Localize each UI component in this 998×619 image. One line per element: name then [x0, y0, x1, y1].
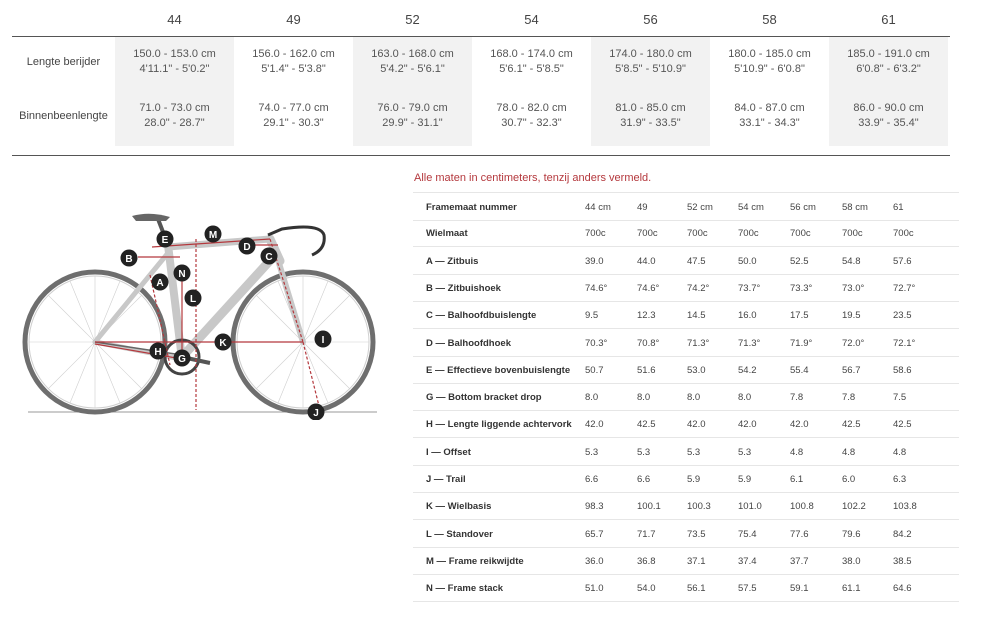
- geometry-cell: 700c: [893, 228, 914, 240]
- geometry-cell: 8.0: [637, 392, 651, 404]
- cell-imperial: 5'6.1" - 5'8.5": [499, 63, 564, 75]
- svg-text:I: I: [321, 335, 325, 346]
- geometry-cell: 51.6: [637, 364, 656, 376]
- geometry-cell: 77.6: [790, 528, 809, 540]
- inseam-44: [115, 91, 234, 146]
- cell-metric: 156.0 - 162.0 cm: [252, 48, 335, 60]
- size-header-row: [12, 0, 950, 37]
- svg-text:N: N: [178, 269, 186, 280]
- geometry-row: [413, 492, 959, 520]
- cell-imperial: 29.1" - 30.3": [263, 117, 324, 129]
- size-header-52: 52: [405, 12, 420, 27]
- geometry-row-label: B — Zitbuishoek: [426, 282, 501, 294]
- geometry-row: [413, 383, 959, 411]
- cell-metric: 180.0 - 185.0 cm: [728, 48, 811, 60]
- geometry-cell: 50.7: [585, 364, 604, 376]
- geometry-cell: 65.7: [585, 528, 604, 540]
- cell-metric: 150.0 - 153.0 cm: [133, 48, 216, 60]
- geometry-cell: 73.5: [687, 528, 706, 540]
- geometry-cell: 74.6°: [585, 282, 608, 294]
- cell-imperial: 29.9" - 31.1": [382, 117, 443, 129]
- cell-imperial: 5'1.4" - 5'3.8": [261, 63, 326, 75]
- geometry-row-label: A — Zitbuis: [426, 255, 479, 267]
- cell-metric: 74.0 - 77.0 cm: [258, 102, 329, 114]
- cell-metric: 185.0 - 191.0 cm: [847, 48, 930, 60]
- geometry-cell: 100.3: [687, 501, 711, 513]
- geometry-cell: 9.5: [585, 310, 599, 322]
- marker-c: [261, 248, 278, 265]
- cell-imperial: 33.9" - 35.4": [858, 117, 919, 129]
- row-label-rider-height: Lengte berijder: [26, 56, 101, 68]
- geometry-cell: 700c: [842, 228, 863, 240]
- geometry-cell: 52.5: [790, 255, 809, 267]
- geometry-cell: 19.5: [842, 310, 861, 322]
- geometry-row: [413, 465, 959, 493]
- geometry-row: [413, 301, 959, 329]
- geometry-cell: 72.0°: [842, 337, 865, 349]
- geometry-cell: 58 cm: [842, 202, 868, 213]
- rider-height-58: [710, 37, 829, 92]
- geometry-row: [413, 192, 959, 221]
- saddle: [132, 214, 170, 221]
- size-header-58: 58: [762, 12, 777, 27]
- inseam-61: [829, 91, 948, 146]
- geometry-cell: 61.1: [842, 583, 861, 595]
- inseam-row: [12, 91, 950, 146]
- inseam-56: [591, 91, 710, 146]
- geometry-cell: 56.7: [842, 364, 861, 376]
- geometry-row: [413, 438, 959, 466]
- geometry-cell: 5.3: [738, 446, 752, 458]
- svg-text:M: M: [208, 230, 218, 241]
- marker-a: [152, 274, 169, 291]
- geometry-row-label: J — Trail: [426, 474, 466, 485]
- geometry-cell: 61: [893, 202, 904, 213]
- geometry-cell: 8.0: [738, 392, 752, 404]
- geometry-cell: 58.6: [893, 364, 912, 376]
- geometry-cell: 79.6: [842, 528, 861, 540]
- geometry-cell: 7.8: [790, 392, 804, 404]
- bike-geometry-diagram: [20, 205, 385, 420]
- rider-height-44: [115, 37, 234, 92]
- cell-imperial: 30.7" - 32.3": [501, 117, 562, 129]
- marker-m: [205, 226, 222, 243]
- cell-metric: 168.0 - 174.0 cm: [490, 48, 573, 60]
- marker-l: [185, 290, 202, 307]
- geometry-cell: 55.4: [790, 364, 809, 376]
- geometry-row-label: H — Lengte liggende achtervork: [426, 419, 572, 431]
- cell-imperial: 5'8.5" - 5'10.9": [615, 63, 686, 75]
- geometry-cell: 700c: [687, 228, 708, 240]
- cell-metric: 71.0 - 73.0 cm: [139, 102, 210, 114]
- geometry-row-label: E — Effectieve bovenbuislengte: [426, 364, 571, 376]
- geometry-cell: 59.1: [790, 583, 809, 595]
- geometry-row: [413, 356, 959, 384]
- cell-imperial: 5'10.9" - 6'0.8": [734, 63, 805, 75]
- geometry-cell: 42.0: [687, 419, 706, 431]
- geometry-row-label: Wielmaat: [426, 228, 468, 240]
- geometry-cell: 5.3: [687, 446, 701, 458]
- svg-text:H: H: [154, 347, 162, 358]
- geometry-cell: 5.3: [585, 446, 599, 458]
- geometry-cell: 56 cm: [790, 202, 816, 213]
- geometry-cell: 4.8: [893, 446, 907, 458]
- geometry-cell: 8.0: [585, 392, 599, 404]
- geometry-cell: 12.3: [637, 310, 656, 322]
- marker-d: [239, 238, 256, 255]
- geometry-cell: 5.9: [687, 474, 701, 485]
- geometry-cell: 71.7: [637, 528, 656, 540]
- geometry-cell: 6.1: [790, 474, 804, 485]
- geometry-row-label: L — Standover: [426, 528, 493, 540]
- geometry-row: [413, 219, 959, 247]
- cell-imperial: 4'11.1" - 5'0.2": [139, 63, 210, 75]
- geometry-cell: 36.8: [637, 555, 656, 567]
- geometry-cell: 103.8: [893, 501, 917, 513]
- geometry-row-label: Framemaat nummer: [426, 202, 517, 213]
- geometry-cell: 38.5: [893, 555, 912, 567]
- geometry-cell: 39.0: [585, 255, 604, 267]
- geometry-cell: 72.7°: [893, 282, 916, 294]
- marker-n: [174, 265, 191, 282]
- geometry-cell: 75.4: [738, 528, 757, 540]
- geometry-row: [413, 274, 959, 302]
- geometry-cell: 100.1: [637, 501, 661, 513]
- geometry-cell: 6.6: [585, 474, 599, 485]
- geometry-cell: 42.5: [893, 419, 912, 431]
- geometry-row-label: C — Balhoofdbuislengte: [426, 310, 537, 322]
- geometry-cell: 57.5: [738, 583, 757, 595]
- geometry-cell: 37.1: [687, 555, 706, 567]
- geometry-row: [413, 329, 959, 357]
- geometry-cell: 71.9°: [790, 337, 813, 349]
- geometry-cell: 38.0: [842, 555, 861, 567]
- cell-imperial: 31.9" - 33.5": [620, 117, 681, 129]
- geometry-cell: 98.3: [585, 501, 604, 513]
- cell-metric: 81.0 - 85.0 cm: [615, 102, 686, 114]
- geometry-cell: 42.0: [585, 419, 604, 431]
- geometry-cell: 49: [637, 202, 648, 213]
- inseam-54: [472, 91, 591, 146]
- marker-j: [308, 404, 325, 421]
- marker-h: [150, 343, 167, 360]
- svg-text:E: E: [161, 235, 169, 246]
- geometry-cell: 54.0: [637, 583, 656, 595]
- geometry-cell: 8.0: [687, 392, 701, 404]
- cell-metric: 78.0 - 82.0 cm: [496, 102, 567, 114]
- svg-text:J: J: [313, 408, 319, 419]
- geometry-cell: 64.6: [893, 583, 912, 595]
- geometry-cell: 51.0: [585, 583, 604, 595]
- geometry-row-label: D — Balhoofdhoek: [426, 337, 511, 349]
- inseam-58: [710, 91, 829, 146]
- cell-imperial: 5'4.2" - 5'6.1": [380, 63, 445, 75]
- geometry-cell: 37.4: [738, 555, 757, 567]
- geometry-cell: 7.5: [893, 392, 907, 404]
- geometry-cell: 84.2: [893, 528, 912, 540]
- geometry-cell: 74.2°: [687, 282, 710, 294]
- marker-i: [315, 331, 332, 348]
- marker-k: [215, 334, 232, 351]
- geometry-cell: 42.5: [637, 419, 656, 431]
- svg-text:L: L: [189, 294, 197, 305]
- geometry-row: [413, 574, 959, 602]
- geometry-cell: 36.0: [585, 555, 604, 567]
- geometry-cell: 14.5: [687, 310, 706, 322]
- svg-text:D: D: [243, 242, 251, 253]
- geometry-cell: 73.3°: [790, 282, 813, 294]
- marker-e: [157, 231, 174, 248]
- marker-g: [174, 350, 191, 367]
- geometry-cell: 56.1: [687, 583, 706, 595]
- geometry-cell: 71.3°: [738, 337, 761, 349]
- geometry-cell: 6.0: [842, 474, 856, 485]
- geometry-row-label: G — Bottom bracket drop: [426, 392, 542, 404]
- cell-imperial: 28.0" - 28.7": [144, 117, 205, 129]
- geometry-cell: 6.6: [637, 474, 651, 485]
- cell-imperial: 6'0.8" - 6'3.2": [856, 63, 921, 75]
- size-header-56: 56: [643, 12, 658, 27]
- geometry-cell: 50.0: [738, 255, 757, 267]
- svg-text:G: G: [178, 354, 186, 365]
- geometry-row-label: N — Frame stack: [426, 583, 504, 595]
- rider-height-56: [591, 37, 710, 92]
- geometry-cell: 54 cm: [738, 202, 764, 213]
- rider-height-61: [829, 37, 948, 92]
- geometry-cell: 16.0: [738, 310, 757, 322]
- geometry-cell: 74.6°: [637, 282, 660, 294]
- row-label-inseam: Binnenbeenlengte: [19, 110, 108, 122]
- geometry-row-label: K — Wielbasis: [426, 501, 492, 513]
- size-header-49: 49: [286, 12, 301, 27]
- geometry-row-label: I — Offset: [426, 446, 471, 458]
- svg-text:A: A: [156, 278, 164, 289]
- geometry-cell: 100.8: [790, 501, 814, 513]
- geometry-cell: 23.5: [893, 310, 912, 322]
- geometry-row: [413, 520, 959, 548]
- geometry-cell: 73.0°: [842, 282, 865, 294]
- cell-metric: 84.0 - 87.0 cm: [734, 102, 805, 114]
- geometry-cell: 102.2: [842, 501, 866, 513]
- geometry-cell: 57.6: [893, 255, 912, 267]
- geometry-cell: 73.7°: [738, 282, 761, 294]
- geometry-cell: 52 cm: [687, 202, 713, 213]
- geometry-cell: 70.3°: [585, 337, 608, 349]
- rider-height-49: [234, 37, 353, 92]
- geometry-cell: 72.1°: [893, 337, 916, 349]
- geometry-cell: 44 cm: [585, 202, 611, 213]
- svg-text:B: B: [125, 254, 133, 265]
- cell-imperial: 33.1" - 34.3": [739, 117, 800, 129]
- geometry-cell: 47.5: [687, 255, 706, 267]
- geometry-cell: 54.8: [842, 255, 861, 267]
- cell-metric: 163.0 - 168.0 cm: [371, 48, 454, 60]
- rider-height-52: [353, 37, 472, 92]
- geometry-cell: 6.3: [893, 474, 907, 485]
- size-header-61: 61: [881, 12, 896, 27]
- geometry-cell: 42.0: [790, 419, 809, 431]
- geometry-cell: 700c: [790, 228, 811, 240]
- geometry-cell: 44.0: [637, 255, 656, 267]
- geometry-cell: 70.8°: [637, 337, 660, 349]
- geometry-cell: 700c: [637, 228, 658, 240]
- geometry-cell: 53.0: [687, 364, 706, 376]
- inseam-49: [234, 91, 353, 146]
- svg-text:C: C: [265, 252, 273, 263]
- size-table-bottom-divider: [12, 155, 950, 156]
- geometry-cell: 42.0: [738, 419, 757, 431]
- rider-height-54: [472, 37, 591, 92]
- inseam-52: [353, 91, 472, 146]
- geometry-row: [413, 547, 959, 575]
- rider-height-row: [12, 37, 950, 92]
- cell-metric: 86.0 - 90.0 cm: [853, 102, 924, 114]
- size-header-44: 44: [167, 12, 182, 27]
- geometry-cell: 37.7: [790, 555, 809, 567]
- geometry-cell: 700c: [738, 228, 759, 240]
- marker-b: [121, 250, 138, 267]
- geometry-cell: 4.8: [842, 446, 856, 458]
- geometry-cell: 54.2: [738, 364, 757, 376]
- geometry-cell: 42.5: [842, 419, 861, 431]
- cell-metric: 174.0 - 180.0 cm: [609, 48, 692, 60]
- geometry-row: [413, 247, 959, 275]
- geometry-cell: 17.5: [790, 310, 809, 322]
- geometry-cell: 101.0: [738, 501, 762, 513]
- units-note: Alle maten in centimeters, tenzij anders vermeld.: [414, 172, 652, 184]
- geometry-cell: 700c: [585, 228, 606, 240]
- geometry-cell: 4.8: [790, 446, 804, 458]
- cell-metric: 76.0 - 79.0 cm: [377, 102, 448, 114]
- size-header-54: 54: [524, 12, 539, 27]
- geometry-cell: 5.9: [738, 474, 752, 485]
- geometry-cell: 5.3: [637, 446, 651, 458]
- geometry-row: [413, 410, 959, 438]
- geometry-cell: 7.8: [842, 392, 856, 404]
- geometry-row-label: M — Frame reikwijdte: [426, 555, 524, 567]
- svg-text:K: K: [219, 338, 227, 349]
- geometry-cell: 71.3°: [687, 337, 710, 349]
